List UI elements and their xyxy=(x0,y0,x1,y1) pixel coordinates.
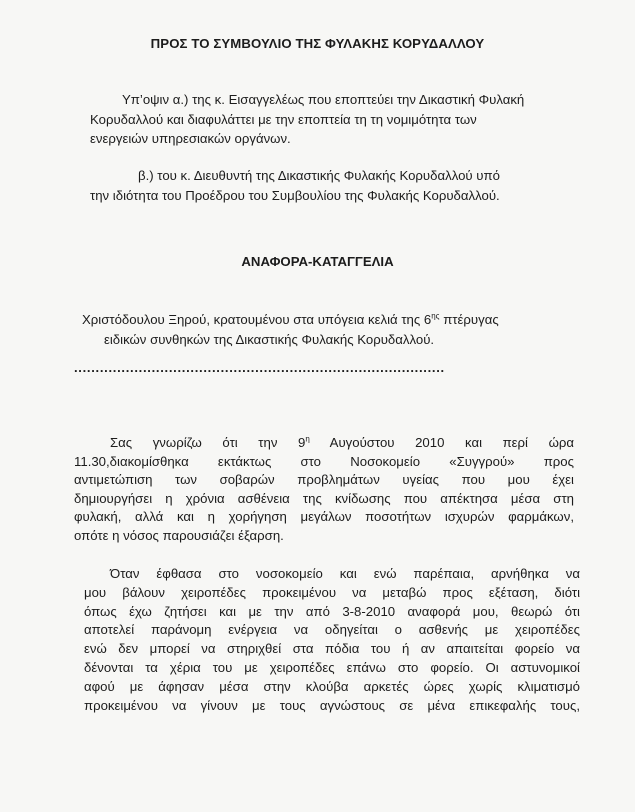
body-paragraph-1 xyxy=(74,434,574,546)
body-line: μου βάλουν χειροπέδες προκειμένου να μεταβώ προς εξέταση, διότι xyxy=(84,584,580,600)
body-line: δημιουργήσει η χρόνια ασθένεια της κνίδωσης που απέκτησα μέσα στη xyxy=(74,490,574,506)
addressee-b-line: β.) του κ. Διευθυντή της Δικαστικής Φυλακής Κορυδαλλού υπό xyxy=(138,168,500,183)
body-line: αποτελεί παράνομη ενέργεια να οδηγείται ο ασθενής με χειροπέδες xyxy=(84,622,580,638)
sender-text: Χριστόδουλου Ξηρού, κρατουμένου στα υπόγεια κελιά της 6 xyxy=(82,312,432,327)
sender-text: πτέρυγας xyxy=(439,312,499,327)
document-title: ΠΡΟΣ ΤΟ ΣΥΜΒΟΥΛΙΟ ΤΗΣ ΦΥΛΑΚΗΣ ΚΟΡΥΔΑΛΛΟΥ xyxy=(150,36,485,51)
body-line: ενώ δεν μπορεί να στηριχθεί στα πόδια του ή αν απαιτείται φορείο να xyxy=(84,641,580,657)
body-line: οπότε η νόσος παρουσιάζει έξαρση. xyxy=(74,527,284,543)
sender-line xyxy=(74,310,594,330)
body-line: αφού με άφησαν μέσα στην κλούβα αρκετές ώρες χωρίς κλιματισμό xyxy=(84,678,580,694)
document-subtitle: ΑΝΑΦΟΡΑ-ΚΑΤΑΓΓΕΛΙΑ xyxy=(241,254,394,269)
body-line: αντιμετώπιση των σοβαρών προβλημάτων υγείας που μου έχει xyxy=(74,472,574,488)
addressee-a-line: ενεργειών υπηρεσιακών οργάνων. xyxy=(90,131,291,146)
body-line: όπως έχω ζητήσει και με την από 3-8-2010 αναφορά μου, θεωρώ ότι xyxy=(84,603,580,619)
body-line: δένονται τα χέρια του με χειροπέδες επάνω στο φορείο. Οι αστυνομικοί xyxy=(84,659,580,675)
addressee-a-line: Υπ’οψιν α.) της κ. Εισαγγελέως που εποπτεύει την Δικαστική Φυλακή xyxy=(122,92,525,107)
body-text: Σας γνωρίζω ότι την 9 xyxy=(110,435,306,450)
addressee-a-paragraph xyxy=(90,90,578,149)
sender-paragraph xyxy=(74,310,594,350)
ordinal-superscript: ης xyxy=(431,311,440,321)
dotted-divider: ...................................................................................... xyxy=(74,360,445,375)
addressee-b-paragraph xyxy=(90,166,578,205)
addressee-b-line: την ιδιότητα του Προέδρου του Συμβουλίου της Φυλακής Κορυδαλλού. xyxy=(90,187,500,203)
addressee-a-line: Κορυδαλλού και διαφυλάττει με την εποπτεία τη τη νομιμότητα των xyxy=(90,111,477,127)
body-text: Αυγούστου 2010 και περί ώρα xyxy=(309,435,574,450)
body-line: 11.30,διακομίσθηκα εκτάκτως στο Νοσοκομείο «Συγγρού» προς xyxy=(74,453,574,469)
body-line xyxy=(74,434,574,453)
ordinal-superscript: η xyxy=(305,434,310,444)
body-line: Όταν έφθασα στο νοσοκομείο και ενώ παρέπαια, αρνήθηκα να xyxy=(110,566,580,581)
body-line: φυλακή, αλλά και η χορήγηση μεγάλων ποσοτήτων ισχυρών φαρμάκων, xyxy=(74,509,574,525)
sender-line: ειδικών συνθηκών της Δικαστικής Φυλακής Κορυδαλλού. xyxy=(104,332,435,347)
body-line: προκειμένου να γίνουν με τους αγνώστους σε μένα επικεφαλής τους, xyxy=(84,697,580,713)
body-paragraph-2 xyxy=(84,565,580,715)
